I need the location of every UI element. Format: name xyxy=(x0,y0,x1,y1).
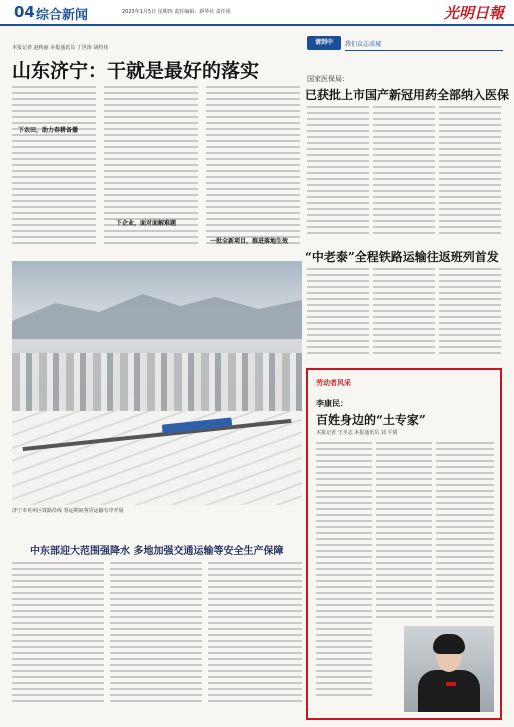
worker-portrait-photo xyxy=(404,626,494,712)
bottom-text-column-3 xyxy=(208,562,302,706)
photo-caption: 济宁市兖州区铁路沿线 春运期间客货运输有序开展 xyxy=(12,508,124,514)
right-text-column-2 xyxy=(373,106,435,238)
text-column-1 xyxy=(12,86,96,248)
masthead-logo: 光明日報 xyxy=(443,4,504,22)
right-text-column-6 xyxy=(439,268,501,358)
bottom-headline: 中东部迎大范围强降水 多地加强交通运输等安全生产保障 xyxy=(30,546,284,557)
page-number: 04 xyxy=(14,3,35,21)
lead-subhead-1: 下农田，助力春耕备播 xyxy=(18,127,79,134)
feature-text-column-1 xyxy=(316,442,372,700)
right-text-column-4 xyxy=(307,268,369,358)
snow-landscape-photo xyxy=(12,261,302,505)
lead-headline: 山东济宁：干就是最好的落实 xyxy=(12,60,260,82)
right-headline-1: 已获批上市国产新冠用药全部纳入医保 xyxy=(305,88,510,102)
text-column-3 xyxy=(206,86,300,248)
feature-text-column-3 xyxy=(436,442,494,622)
feature-author: 李康民： xyxy=(316,399,348,408)
right-banner xyxy=(307,34,503,52)
bottom-text-column-1 xyxy=(12,562,104,706)
lead-byline: 本报记者 赵秋丽 本报通讯员 丁世涛 胡特伟 xyxy=(12,45,109,51)
highlighted-feature-box xyxy=(306,368,502,720)
bottom-text-column-2 xyxy=(110,562,202,706)
banner-tag: 请到中 xyxy=(307,36,341,50)
right-kicker: 国家医保局： xyxy=(307,75,349,83)
feature-headline: 百姓身边的“土专家” xyxy=(316,413,426,427)
right-text-column-5 xyxy=(373,268,435,358)
issue-meta: 2023年1月5日 星期四 责任编辑：新华社 责任组 xyxy=(122,9,231,15)
feature-text-column-2 xyxy=(376,442,432,622)
lead-subhead-3: 一批全新项目，推进落地生效 xyxy=(210,238,289,245)
feature-byline: 本报记者 王圣志 本报通讯员 刘 平倩 xyxy=(316,430,398,436)
page-header xyxy=(0,0,514,26)
lead-subhead-2: 下企业，面对面解难题 xyxy=(116,220,177,227)
feature-column-label: 劳动者风采 xyxy=(316,379,351,387)
right-text-column-1 xyxy=(307,106,369,238)
right-text-column-3 xyxy=(439,106,501,238)
section-title: 综合新闻 xyxy=(36,8,89,23)
right-headline-2: “中老泰”全程铁路运输往返班列首发 xyxy=(305,250,499,264)
banner-text: 我们众志成城 xyxy=(345,41,382,48)
